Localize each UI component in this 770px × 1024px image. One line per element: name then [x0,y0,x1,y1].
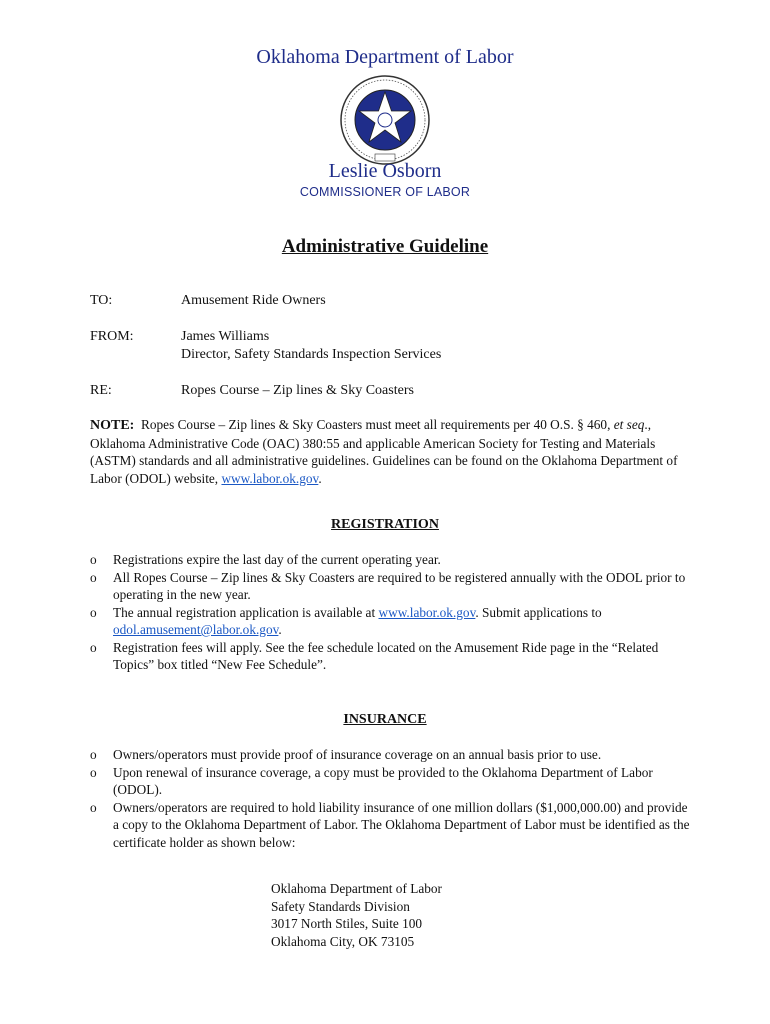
insurance-item-3: Owners/operators are required to hold liability insurance of one million dollars ($1,000,000.00) and provide a copy to the Oklahoma Department of Labor. The Oklahoma Department of Labor must be identified as the certificate holder as shown below: [113,799,690,850]
address-line-3: 3017 North Stiles, Suite 100 [271,916,423,931]
bullet-marker: o [90,552,97,567]
list-item [90,604,690,639]
address-line-2: Safety Standards Division [271,898,410,914]
commissioner-title: COMMISSIONER OF LABOR [299,185,471,199]
registration-email-link[interactable]: odol.amusement@labor.ok.gov [113,622,279,637]
memo-from-title: Director, Safety Standards Inspection Services [181,347,442,362]
registration-item-3-pre: The annual registration application is available at [113,604,379,620]
bullet-marker: o [90,569,97,585]
registration-list [90,551,690,674]
list-item [90,799,690,852]
list-item [90,551,690,569]
memo-to-label: TO: [90,293,113,308]
state-seal-icon [339,74,431,166]
registration-item-2: All Ropes Course – Zip lines & Sky Coasters are required to be registered annually with the ODOL prior to operating in the new year. [113,569,686,602]
note-text-1: Ropes Course – Zip lines & Sky Coasters must meet all requirements per 40 O.S. § 460, [141,417,614,432]
note-website-link[interactable]: www.labor.ok.gov [221,470,319,486]
insurance-item-2: Upon renewal of insurance coverage, a copy must be provided to the Oklahoma Department of Labor (ODOL). [113,764,653,797]
bullet-marker: o [90,764,97,780]
certificate-holder-address [271,880,442,950]
list-item [90,746,690,764]
memo-re-label: RE: [90,383,112,398]
memo-from-name: James Williams [181,329,270,344]
registration-item-4: Registration fees will apply. See the fee schedule located on the Amusement Ride page in the “Related Topics” box titled “New Fee Schedule”. [113,639,659,672]
registration-item-1: Registrations expire the last day of the current operating year. [113,552,441,567]
note-paragraph [90,416,690,487]
insurance-list [90,746,690,851]
memo-to-value: Amusement Ride Owners [181,293,326,308]
address-line-1: Oklahoma Department of Labor [271,881,442,896]
memo-re-value: Ropes Course – Zip lines & Sky Coasters [181,383,414,398]
agency-name: Oklahoma Department of Labor [256,46,514,68]
address-line-4: Oklahoma City, OK 73105 [271,933,415,949]
document-title: Administrative Guideline [281,236,489,257]
note-text-2: ., Oklahoma Administrative Code (OAC) 380:55 and applicable American Society for Testing and Materials (ASTM) standards and all administrative guidelines. Guidelines can be found on the Oklahoma Department of Labor (ODOL) website, [90,417,678,486]
bullet-marker: o [90,639,97,655]
registration-item-3-mid: . Submit applications to [475,604,602,620]
list-item [90,639,690,674]
note-text-3: . [318,470,322,486]
bullet-marker: o [90,799,97,815]
bullet-marker: o [90,604,97,620]
registration-website-link[interactable]: www.labor.ok.gov [378,604,476,620]
commissioner-name: Leslie Osborn [328,160,442,182]
bullet-marker: o [90,747,97,762]
registration-item-3-post: . [278,622,282,637]
note-label: NOTE: [90,418,135,433]
insurance-item-1: Owners/operators must provide proof of insurance coverage on an annual basis prior to use. [113,747,602,762]
list-item [90,764,690,799]
registration-heading: REGISTRATION [331,517,439,532]
memo-from-label: FROM: [90,329,134,344]
list-item [90,569,690,604]
note-italic: et seq [613,417,645,432]
insurance-heading: INSURANCE [343,712,427,727]
